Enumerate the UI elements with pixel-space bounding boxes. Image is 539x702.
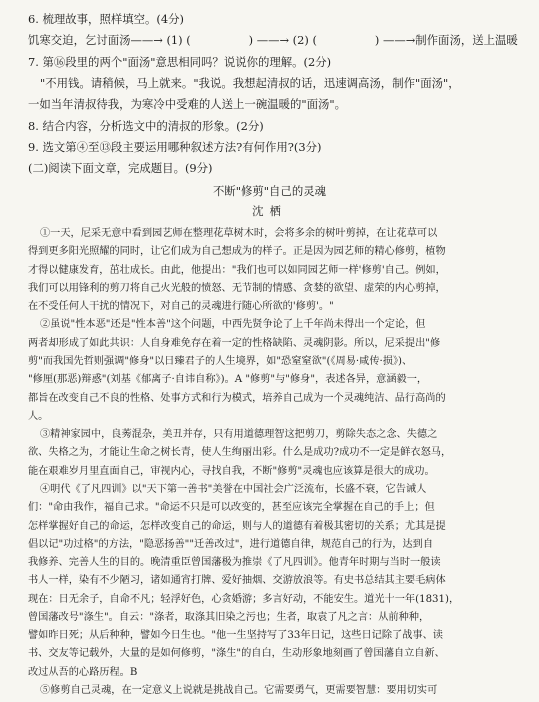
question-6: 6. 梳理故事，照样填空。(4分) bbox=[28, 12, 184, 26]
question-7: 7. 第⑯段里的两个"面汤"意思相同吗？说说你的理解。(2分) bbox=[28, 55, 332, 69]
article-line: 两者却形成了如此共识：人自身难免存在着一定的性格缺陷、灵魂阴影。所以，尼采提出"修 bbox=[28, 337, 441, 349]
article-line: ④明代《了凡四训》以"天下第一善书"美誉在中国社会广泛流布，长盛不衰，它告诫人 bbox=[40, 483, 427, 495]
article-line: ②虽说"性本恶"还是"性本善"这个问题，中西先贤争论了上千年尚未得出一个定论，但 bbox=[40, 319, 426, 331]
article-line: 剪"而我国先哲则强调"修身"以日臻君子的人生境界，如"恐窒窒欲"(《周易·咸传·损》)、 bbox=[28, 356, 413, 367]
article-line: 譬如昨日死；从后种种，譬如今日生也。"他一生坚持写了33年日记，这些日记除了战事、读 bbox=[28, 630, 443, 642]
article-line: ③精神家园中，良莠混杂，美丑并存，只有用道德理智这把剪刀，剪除失态之念、失德之 bbox=[40, 429, 438, 441]
question-6-flow bbox=[28, 33, 528, 48]
flow-mid: ) ——→ (2) ( bbox=[248, 33, 317, 47]
article-line: 改过从吾的心路历程。B bbox=[28, 666, 138, 678]
article-line: 现在：日无余子，自命不凡；轻浮好色，心贪婚游；多言好动，不能安生。道光十一年(1831)， bbox=[28, 593, 460, 605]
article-line: 得到更多阳光照耀的同时，让它们成为自己想成为的样子。正是因为园艺师的精心修剪，植物 bbox=[28, 246, 446, 258]
article-line: 我们可以用锋利的剪刀将自己火光般的愤怒、无节制的情感、贪婪的欲望、虚荣的内心剪掉， bbox=[28, 282, 446, 294]
article-line: ⑤修剪自己灵魂，在一定意义上说就是挑战自己。它需要勇气，更需要智慧：要用切实可 bbox=[40, 685, 438, 696]
article-title: 不断"修剪"自己的灵魂 bbox=[213, 184, 326, 198]
article-line: 曾国藩改号"涤生"。自云："涤者，取涤其旧染之污也；生者，取袁了凡之言：从前种种， bbox=[28, 611, 430, 623]
section-2-heading: (二)阅读下面文章，完成题目。(9分) bbox=[28, 161, 213, 175]
article-line: 们："命由我作，福自己求。"命运不只是可以改变的，甚至应该完全掌握在自己的手上；但 bbox=[28, 502, 435, 514]
article-line: 人。 bbox=[28, 410, 49, 422]
article-line: 怎样掌握好自己的命运，怎样改变自己的命运，则与人的道德有着极其密切的关系；尤其是提 bbox=[28, 520, 446, 532]
question-7-quote-2: 一如当年清叔待我，为寒冷中受难的人送上一碗温暖的"面汤"。 bbox=[28, 97, 347, 111]
article-line: 能在艰难岁月里直面自己，审视内心，寻找自我，不断"修剪"灵魂也应该算是很大的成功。 bbox=[28, 465, 435, 477]
article-line: 书人一样，染有不少陋习，诸如通宵打牌、爱好抽烟、交游放浪等。有史书总结其主要毛病体 bbox=[28, 575, 446, 587]
question-9: 9. 选文第④至⑬段主要运用哪种叙述方法?有何作用?(3分) bbox=[28, 140, 322, 154]
article-line: 才得以健康发育，茁壮成长。由此，他提出："我们也可以如同园艺师一样'修剪'自己。例如， bbox=[28, 264, 446, 276]
article-line: "修厘(那恶)辩惑"(刘基《郁离子·自讳自称》)。A "修剪"与"修身"，表述各异，意涵毅一， bbox=[28, 374, 428, 386]
article-line: ①一天，尼采无意中看到园艺师在整理花草树木时，会将多余的树叶剪掉，在让花草可以 bbox=[40, 228, 438, 239]
article-line: 都旨在改变自己不良的性格、处事方式和行为模式，培养自己成为一个灵魂纯洁、品行高尚的 bbox=[28, 392, 446, 404]
article-line: 书、交友等记载外，大量的是如何修剪，"涤生"的自白，生动形象地刻画了曾国藩自立自新、 bbox=[28, 648, 445, 660]
article-line: 我修养、完善人生的目的。晚清重臣曾国藩极为推崇《了凡四训》。他青年时期与当时一般读 bbox=[28, 557, 441, 568]
question-7-quote-1: "不用钱。请稍候，马上就来。"我说。我想起清叔的话，迅速调高汤，制作"面汤"， bbox=[40, 76, 460, 90]
article-author: 沈栖 bbox=[252, 204, 287, 218]
article-line: 欲、失格之为，才能让生命之树长青，使人生绚丽出彩。什么是成功?成功不一定是鲜衣怒马， bbox=[28, 447, 452, 459]
question-8: 8. 结合内容，分析选文中的清叔的形象。(2分) bbox=[28, 119, 264, 133]
article-line: 倡以记"功过格"的方法，"隐恶扬善""迁善改过"，进行道德自律，规范自己的行为，达到自 bbox=[28, 538, 434, 550]
article-line: 在不受任何人干扰的情况下，对自己的灵魂进行随心所欲的'修剪'。" bbox=[28, 301, 334, 313]
flow-end: ) ——→制作面汤，送上温暖 bbox=[374, 33, 518, 47]
flow-start: 饥寒交迫，乞讨面汤——→ (1) ( bbox=[28, 33, 191, 47]
